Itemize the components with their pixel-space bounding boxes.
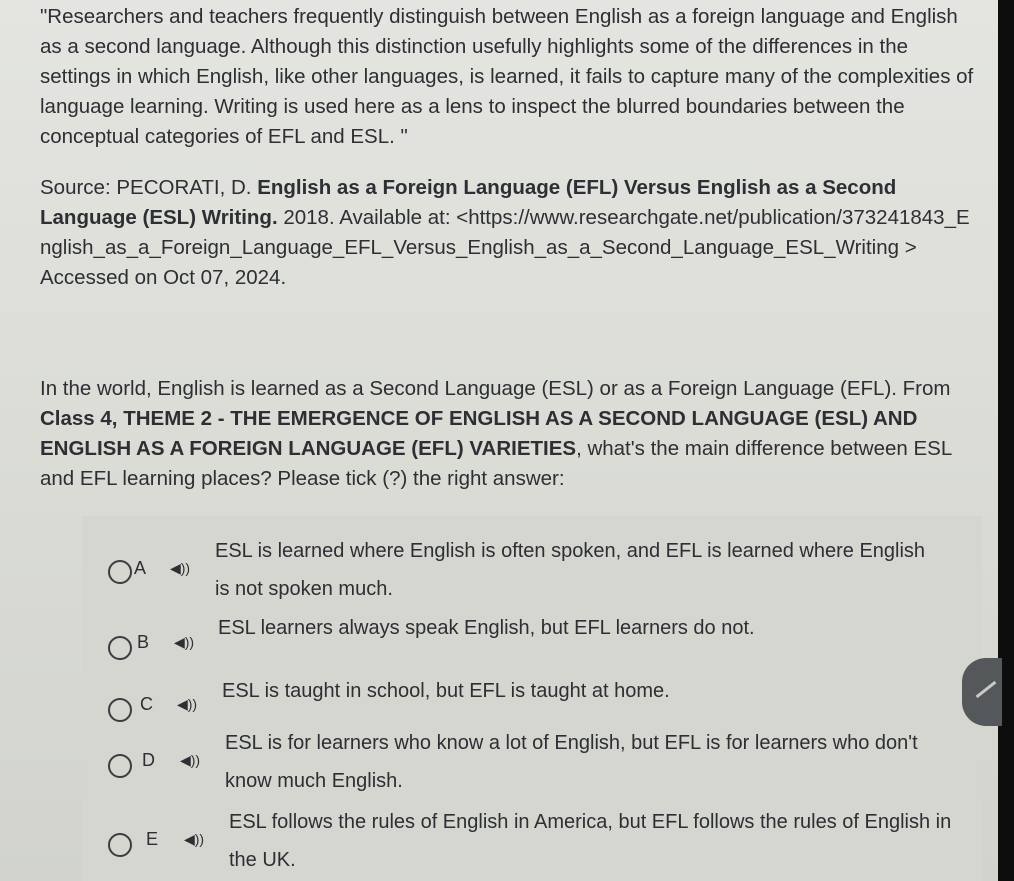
answer-options [82, 516, 982, 881]
option-d-radio[interactable] [108, 754, 132, 778]
source-prefix: Source: PECORATI, D. [40, 176, 258, 199]
source-title: English as a Foreign Language (EFL) Versus English as a Second Language (ESL) Writing. [40, 176, 897, 229]
option-e-radio[interactable] [108, 833, 132, 857]
quote-text: "Researchers and teachers frequently distinguish between English as a foreign language and English as a second language. Although this distinction usefully highlights some of the differences in the settings in which English, like other languages, is learned, it fails to capture many of the complexities of language learning. Writing is used here as a lens to inspect the blurred boundaries between the conceptual categories of EFL and ESL. " [40, 5, 974, 148]
speaker-icon[interactable]: ◀)) [177, 696, 198, 712]
screen-bezel [998, 0, 1014, 881]
option-e-letter: E [146, 829, 159, 849]
source-citation [40, 173, 975, 293]
option-b-radio[interactable] [108, 636, 132, 660]
speaker-icon[interactable]: ◀)) [184, 831, 205, 847]
annotation-tool-button[interactable] [962, 658, 1002, 726]
source-url: https://www.researchgate.net/publication/373241843_English_as_a_Foreign_Language_EFL_Versus_English_as_a_Second_Language_ESL_Writing [40, 206, 970, 259]
option-a-radio[interactable] [108, 560, 132, 584]
option-c-letter: C [140, 694, 153, 714]
question-prompt: , what's the main difference between ESL and EFL learning places? Please tick (?) the right answer: [40, 437, 952, 490]
option-d-letter: D [142, 750, 155, 770]
source-accessed: > Accessed on Oct 07, 2024. [40, 236, 917, 289]
pen-icon [976, 681, 997, 698]
option-b-letter: B [137, 632, 150, 652]
option-e-text: ESL follows the rules of English in America, but EFL follows the rules of English in the UK. [229, 811, 952, 871]
question-intro: In the world, English is learned as a Second Language (ESL) or as a Foreign Language (EFL). From [40, 377, 951, 400]
option-c-text: ESL is taught in school, but EFL is taught at home. [222, 680, 670, 702]
option-a-letter: A [134, 558, 147, 578]
option-a-text: ESL is learned where English is often spoken, and EFL is learned where English is not spoken much. [215, 540, 926, 600]
speaker-icon[interactable]: ◀)) [174, 634, 195, 650]
speaker-icon[interactable]: ◀)) [180, 752, 201, 768]
source-available: 2018. Available at: < [277, 206, 469, 229]
question-text [40, 374, 975, 494]
option-d-text: ESL is for learners who know a lot of English, but EFL is for learners who don't know much English. [225, 732, 918, 792]
question-course: Class 4, THEME 2 - THE EMERGENCE OF ENGLISH AS A SECOND LANGUAGE (ESL) AND ENGLISH AS A FOREIGN LANGUAGE (EFL) VARIETIES [40, 407, 918, 460]
option-b-text: ESL learners always speak English, but EFL learners do not. [218, 617, 755, 639]
speaker-icon[interactable]: ◀)) [170, 560, 191, 576]
option-c-radio[interactable] [108, 698, 132, 722]
